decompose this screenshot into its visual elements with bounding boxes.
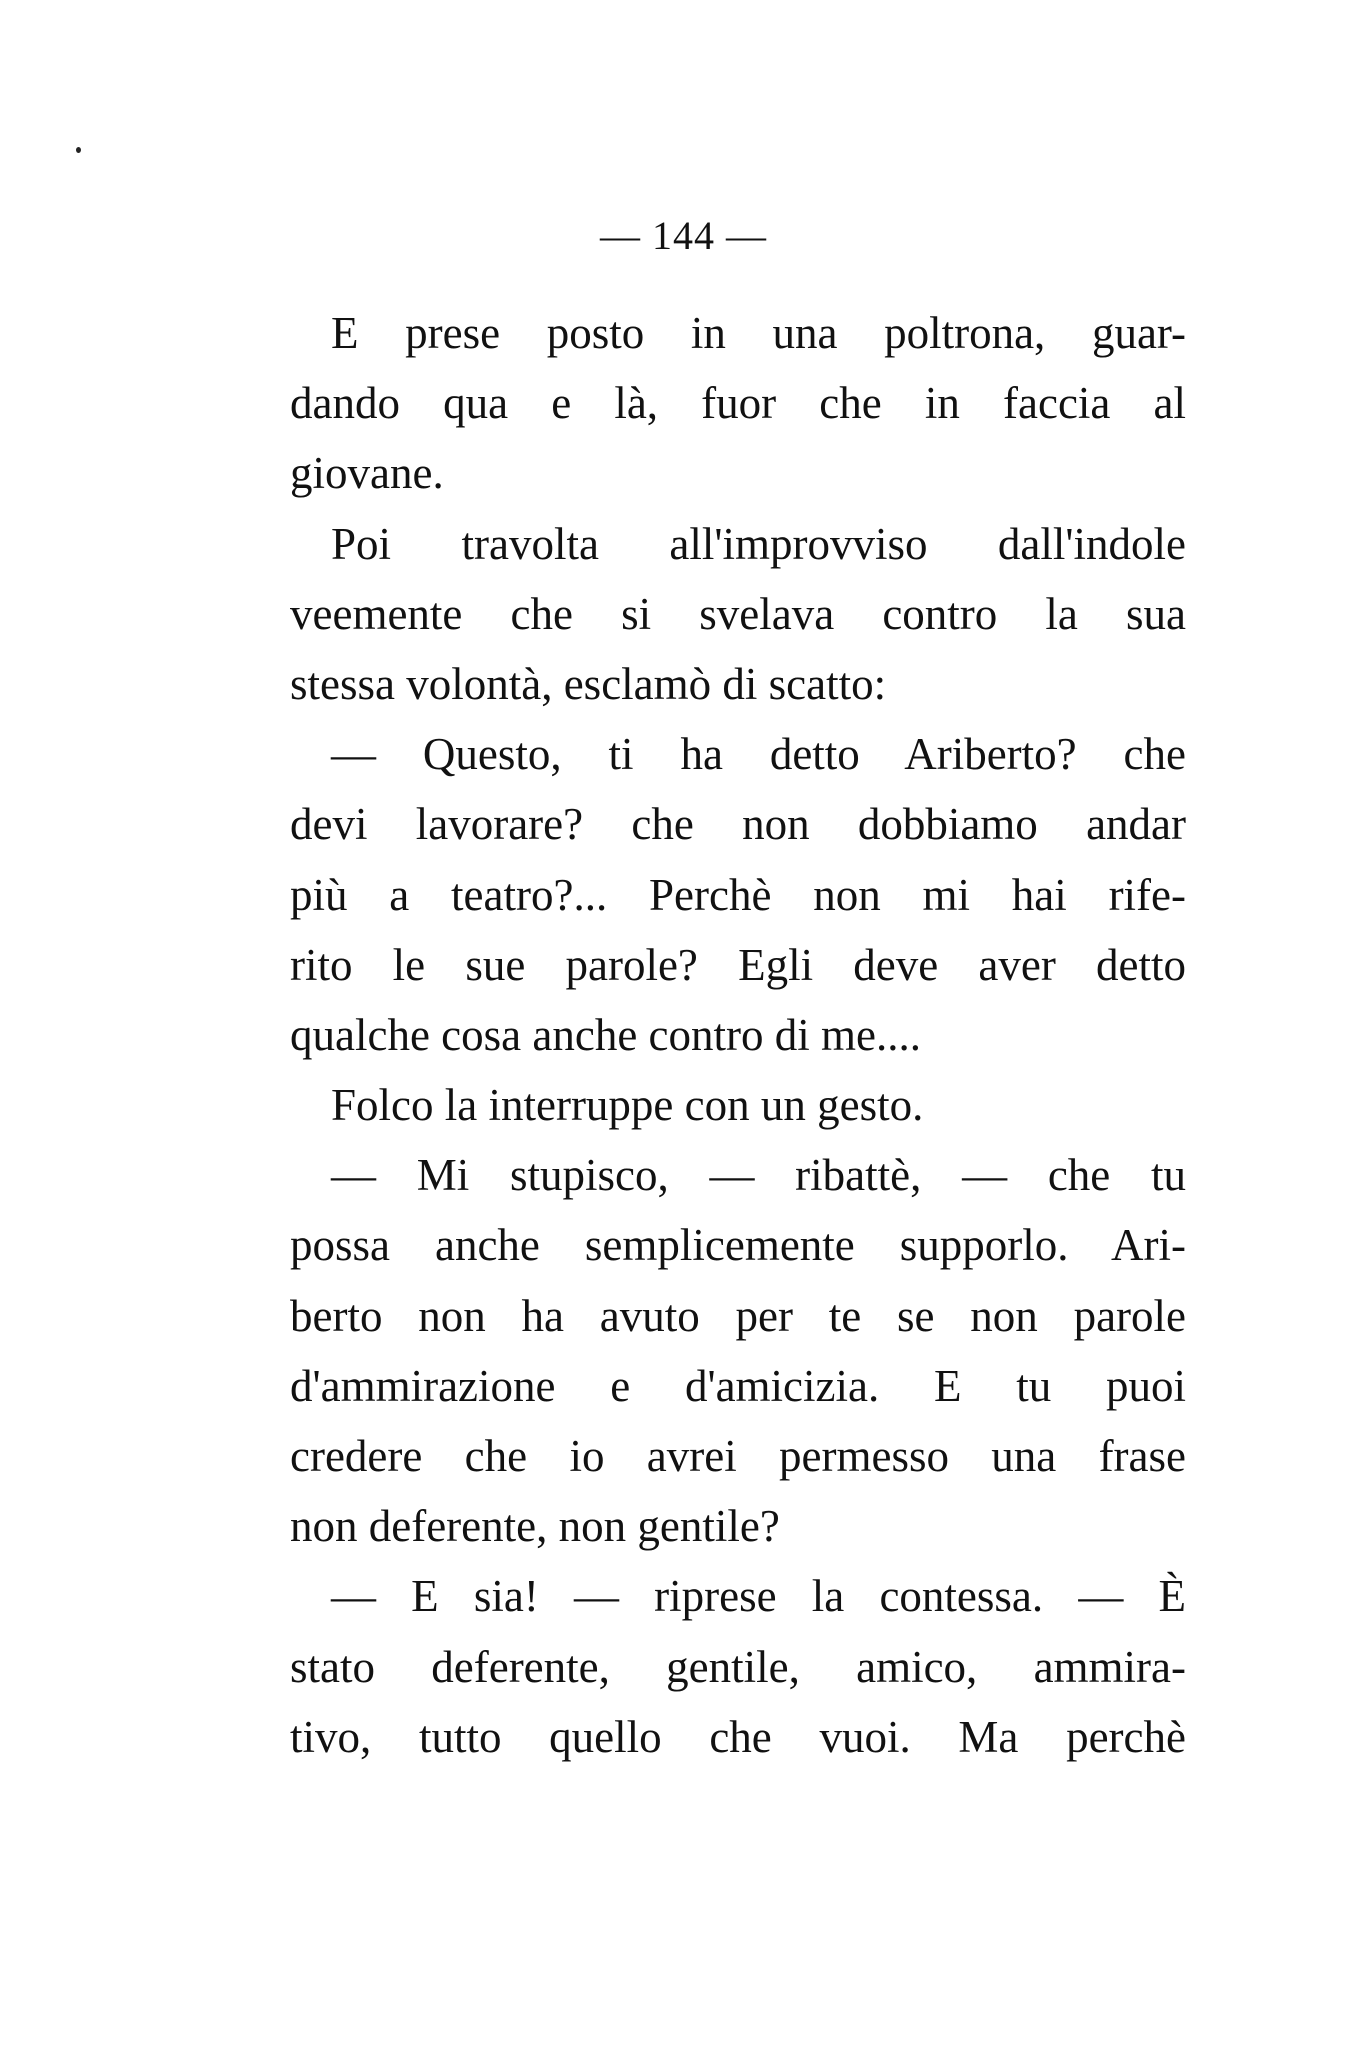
text-line: qualche cosa anche contro di me....: [290, 1009, 921, 1060]
text-line: più a teatro?... Perchè non mi hai rife-: [290, 869, 1186, 920]
text-line: Poi travolta all'improvviso dall'indole: [331, 518, 1186, 569]
ink-speck: [76, 147, 81, 153]
text-line: berto non ha avuto per te se non parole: [290, 1290, 1186, 1341]
text-line: rito le sue parole? Egli deve aver detto: [290, 939, 1186, 990]
text-line: devi lavorare? che non dobbiamo andar: [290, 799, 1186, 850]
text-line: dando qua e là, fuor che in faccia al: [290, 378, 1186, 429]
text-line: E prese posto in una poltrona, guar-: [331, 308, 1186, 358]
text-line: d'ammirazione e d'amicizia. E tu puoi: [290, 1360, 1186, 1411]
text-line: — Mi stupisco, — ribattè, — che tu: [331, 1150, 1186, 1201]
text-line: tivo, tutto quello che vuoi. Ma perchè: [290, 1711, 1186, 1762]
text-line: — Questo, ti ha detto Ariberto? che: [331, 729, 1186, 780]
text-line: — E sia! — riprese la contessa. — È: [331, 1571, 1186, 1622]
text-line: Folco la interruppe con un gesto.: [331, 1080, 924, 1131]
text-line: giovane.: [290, 448, 444, 499]
text-line: stessa volontà, esclamò di scatto:: [290, 658, 887, 709]
text-line: veemente che si svelava contro la sua: [290, 588, 1186, 639]
text-line: stato deferente, gentile, amico, ammira-: [290, 1641, 1186, 1692]
text-line: credere che io avrei permesso una frase: [290, 1431, 1186, 1481]
text-line: possa anche semplicemente supporlo. Ari-: [290, 1220, 1186, 1271]
text-line: non deferente, non gentile?: [290, 1501, 780, 1552]
page-number: — 144 —: [600, 213, 767, 258]
body-text: [290, 298, 1186, 1772]
